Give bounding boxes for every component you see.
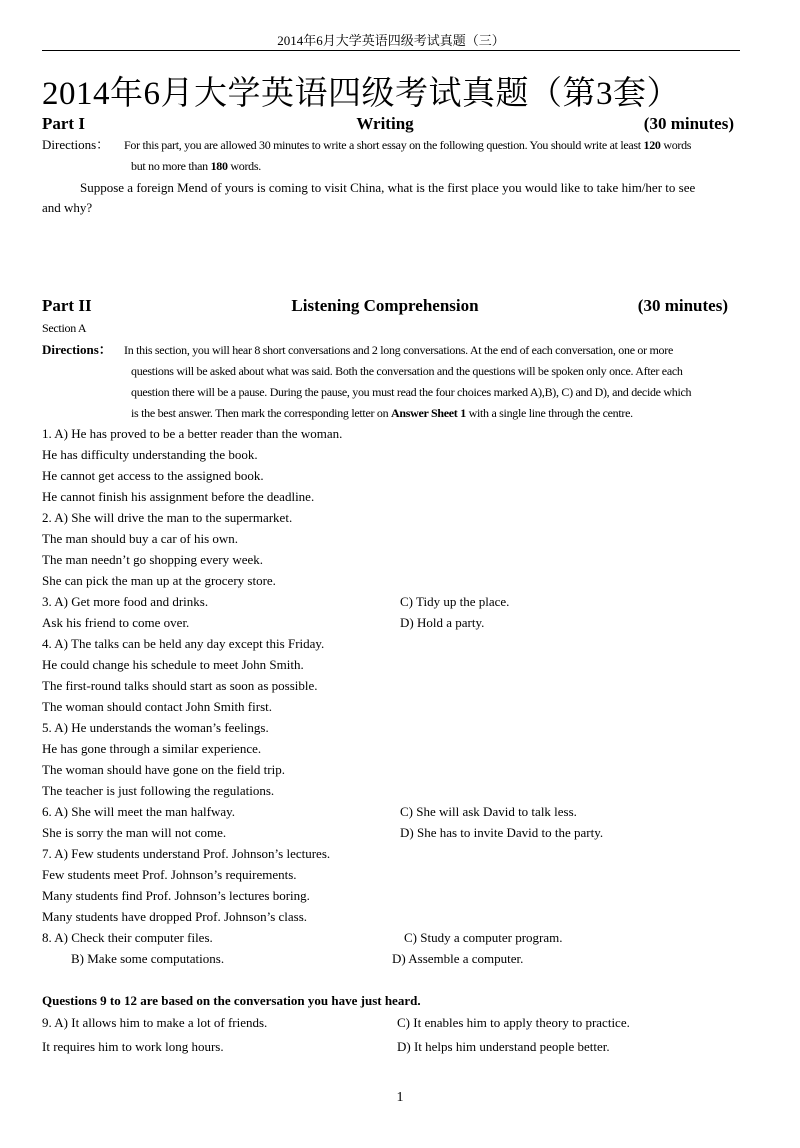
q7-option-b: Few students meet Prof. Johnson’s requirements. (42, 867, 297, 882)
q6-option-c: C) She will ask David to talk less. (400, 804, 577, 819)
part1-directions-line1: For this part, you are allowed 30 minutes to write a short essay on the following question. You should write at least 120 words (124, 138, 692, 152)
q7-option-c: Many students find Prof. Johnson’s lectures boring. (42, 888, 310, 903)
q2-option-c: The man needn’t go shopping every week. (42, 552, 264, 567)
part1-prompt-line1: Suppose a foreign Mend of yours is coming to visit China, what is the first place you would like to take him/her to see (80, 180, 696, 195)
q4-option-d: The woman should contact John Smith first. (42, 699, 273, 714)
part2-directions-line3: question there will be a pause. During the pause, you must read the four choices marked A),B), C) and D), and decide which (131, 385, 692, 399)
q8-option-b: B) Make some computations. (71, 951, 225, 966)
q9-option-b: It requires him to work long hours. (42, 1039, 224, 1054)
part2-time: (30 minutes) (637, 296, 728, 315)
part1-label: Part I (42, 114, 85, 133)
q5-option-d: The teacher is just following the regulations. (42, 783, 275, 798)
q8-option-c: C) Study a computer program. (404, 930, 563, 945)
section-label: Section A (42, 321, 87, 335)
q5-option-b: He has gone through a similar experience. (42, 741, 262, 756)
q5-option-a: 5. A) He understands the woman’s feelings. (42, 720, 269, 735)
q1-option-c: He cannot get access to the assigned book. (42, 468, 264, 483)
q4-option-c: The first-round talks should start as soon as possible. (42, 678, 318, 693)
exam-title: 2014年6月大学英语四级考试真题（第3套） (42, 76, 680, 112)
part2-directions-line1: In this section, you will hear 8 short conversations and 2 long conversations. At the end of each conversation, one or more (124, 343, 673, 357)
q3-option-c: C) Tidy up the place. (400, 594, 510, 609)
q6-option-b: She is sorry the man will not come. (42, 825, 227, 840)
q2-option-b: The man should buy a car of his own. (42, 531, 239, 546)
q6-option-a: 6. A) She will meet the man halfway. (42, 804, 236, 819)
q1-option-a: 1. A) He has proved to be a better reader than the woman. (42, 426, 343, 441)
page-number: 1 (396, 1090, 404, 1105)
part1-title: Writing (356, 114, 414, 133)
q3-option-d: D) Hold a party. (400, 615, 485, 630)
part1-prompt-line2: and why? (42, 200, 93, 215)
q1-option-b: He has difficulty understanding the book. (42, 447, 258, 462)
q9-option-a: 9. A) It allows him to make a lot of friends. (42, 1015, 268, 1030)
q3-option-a: 3. A) Get more food and drinks. (42, 594, 209, 609)
q4-option-b: He could change his schedule to meet John Smith. (42, 657, 304, 672)
part2-directions-label: Directions： (42, 342, 112, 357)
q4-option-a: 4. A) The talks can be held any day except this Friday. (42, 636, 325, 651)
q7-option-d: Many students have dropped Prof. Johnson’s class. (42, 909, 308, 924)
header-rule (42, 50, 740, 51)
q2-option-a: 2. A) She will drive the man to the supermarket. (42, 510, 293, 525)
part1-directions-label: Directions： (42, 137, 110, 152)
q2-option-d: She can pick the man up at the grocery store. (42, 573, 276, 588)
q1-option-d: He cannot finish his assignment before the deadline. (42, 489, 315, 504)
q7-option-a: 7. A) Few students understand Prof. Johnson’s lectures. (42, 846, 331, 861)
part2-title: Listening Comprehension (291, 296, 479, 315)
q8-option-a: 8. A) Check their computer files. (42, 930, 213, 945)
q5-option-c: The woman should have gone on the field trip. (42, 762, 285, 777)
q3-option-b: Ask his friend to come over. (42, 615, 190, 630)
part1-time: (30 minutes) (643, 114, 734, 133)
part2-directions-line2: questions will be asked about what was said. Both the conversation and the questions will be spoken only once. After each (131, 364, 683, 378)
q8-option-d: D) Assemble a computer. (392, 951, 524, 966)
part1-directions-line2: but no more than 180 words. (131, 159, 261, 173)
part2-label: Part II (42, 296, 92, 315)
running-header: 2014年6月大学英语四级考试真题（三） (277, 33, 505, 48)
part2-directions-line4: is the best answer. Then mark the corresponding letter on Answer Sheet 1 with a single line through the centre. (131, 406, 633, 420)
q9-option-c: C) It enables him to apply theory to practice. (397, 1015, 630, 1030)
conversation-heading: Questions 9 to 12 are based on the conversation you have just heard. (42, 993, 421, 1008)
q9-option-d: D) It helps him understand people better. (397, 1039, 610, 1054)
q6-option-d: D) She has to invite David to the party. (400, 825, 604, 840)
